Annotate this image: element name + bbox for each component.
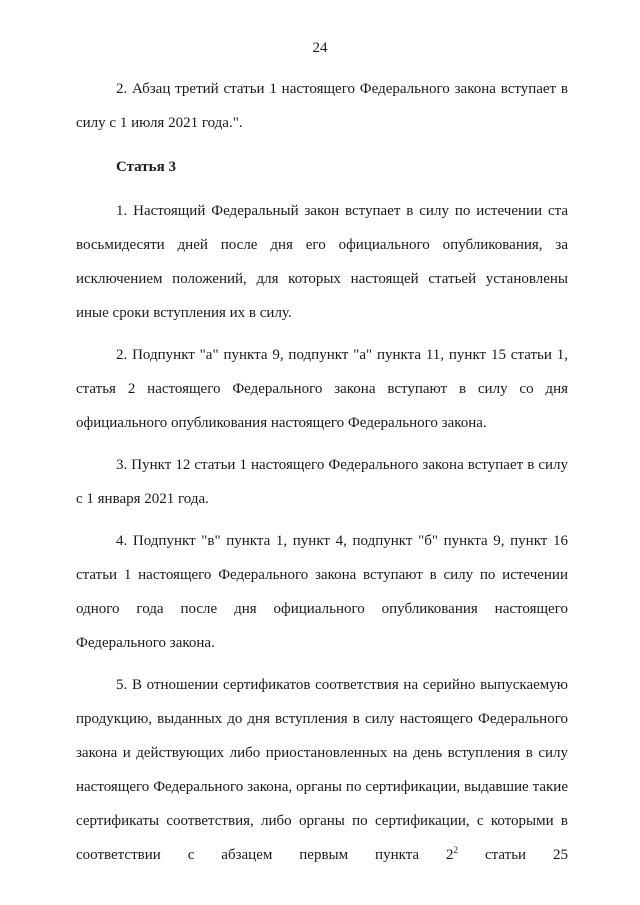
paragraph-item-5-text: 5. В отношении сертификатов соответствия на серийно выпускаемую продукцию, выданных до дня вступления в силу настоящего Федерального закона и действующих либо приостановленных на день вступления в силу настоящего Федерального закона, органы по сертификации, выдавшие такие сертификаты соответствия, либо органы по сертификации, с которыми в соответствии с абзацем первым пункта 2: [76, 677, 568, 863]
superscript-index: 2: [453, 845, 459, 855]
paragraph-article-3-item-5: [76, 668, 568, 872]
paragraph-item-5-tail: статьи 25: [458, 847, 568, 863]
paragraph-article-3-item-2: 2. Подпункт "а" пункта 9, подпункт "а" пункта 11, пункт 15 статьи 1, статья 2 настоящего Федерального закона вступают в силу со дня официального опубликования настоящего Федерального закона.: [76, 347, 568, 431]
paragraph-article-3-item-4: 4. Подпункт "в" пункта 1, пункт 4, подпункт "б" пункта 9, пункт 16 статьи 1 настоящего Федерального закона вступают в силу по истечении одного года после дня официального опубликования настоящего Федерального закона.: [76, 533, 568, 651]
article-3-heading: Статья 3: [116, 159, 176, 175]
document-body: [76, 72, 568, 872]
paragraph-previous-article-item-2: 2. Абзац третий статьи 1 настоящего Федерального закона вступает в силу с 1 июля 2021 года.".: [76, 81, 568, 131]
page-number: 24: [312, 40, 328, 56]
paragraph-article-3-item-1: 1. Настоящий Федеральный закон вступает в силу по истечении ста восьмидесяти дней после дня его официального опубликования, за исключением положений, для которых настоящей статьей установлены иные сроки вступления их в силу.: [76, 203, 568, 321]
paragraph-article-3-item-3: 3. Пункт 12 статьи 1 настоящего Федерального закона вступает в силу с 1 января 2021 года.: [76, 457, 568, 507]
